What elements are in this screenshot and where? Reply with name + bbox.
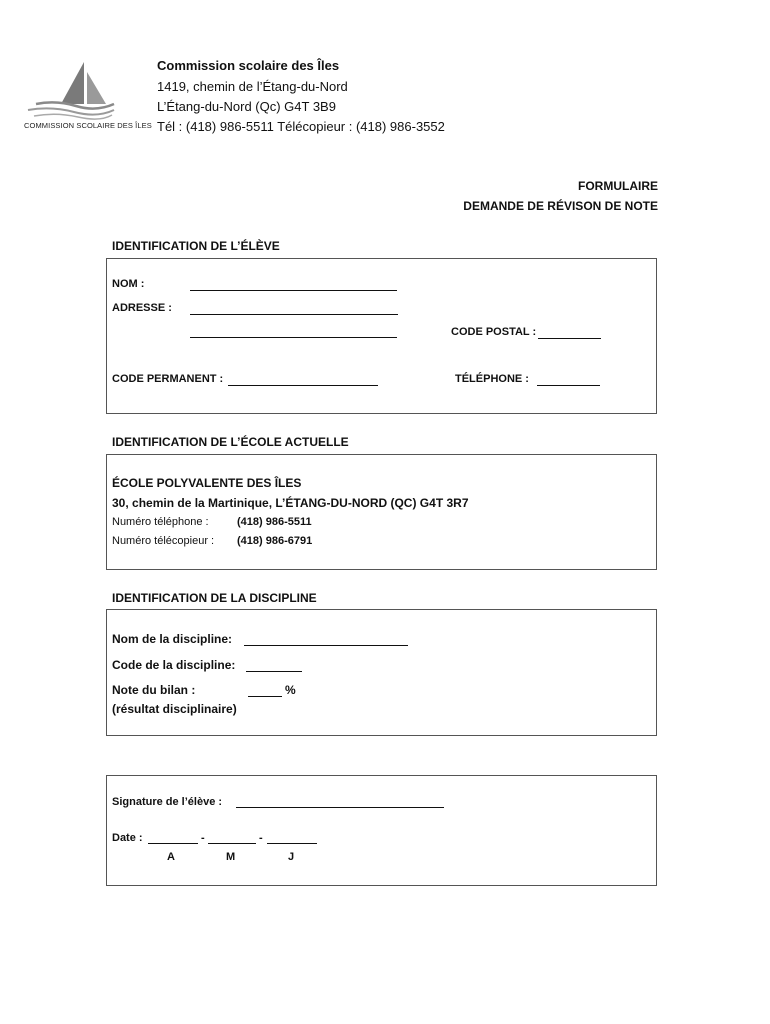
date-year-letter: A <box>167 851 175 863</box>
percent-sign: % <box>285 683 296 697</box>
school-phone-label: Numéro téléphone : <box>112 516 209 528</box>
address-line-2: L’Étang-du-Nord (Qc) G4T 3B9 <box>157 99 336 114</box>
discipline-name-label: Nom de la discipline: <box>112 632 233 646</box>
telephone-field[interactable] <box>537 385 600 386</box>
code-permanent-label: CODE PERMANENT : <box>112 373 224 385</box>
discipline-code-field[interactable] <box>246 671 302 672</box>
note-bilan-field[interactable] <box>248 696 282 697</box>
note-bilan-sublabel: (résultat disciplinaire) <box>112 702 237 716</box>
address-line-1: 1419, chemin de l’Étang-du-Nord <box>157 79 348 94</box>
signature-box <box>106 775 657 886</box>
phone-fax-line: Tél : (418) 986-5511 Télécopieur : (418) 986-3552 <box>157 119 445 134</box>
discipline-code-label: Code de la discipline: <box>112 658 236 672</box>
note-bilan-label: Note du bilan : <box>112 683 196 697</box>
nom-field[interactable] <box>190 290 397 291</box>
school-name: ÉCOLE POLYVALENTE DES ÎLES <box>112 476 302 490</box>
student-box <box>106 258 657 414</box>
date-year-field[interactable] <box>148 843 198 844</box>
sailboat-logo-icon <box>26 60 116 120</box>
org-name: Commission scolaire des Îles <box>157 58 340 73</box>
date-separator-1: - <box>201 832 205 844</box>
code-postal-field[interactable] <box>538 338 601 339</box>
adresse-label: ADRESSE : <box>112 302 172 314</box>
signature-field[interactable] <box>236 807 444 808</box>
adresse-field-2[interactable] <box>190 337 397 338</box>
date-separator-2: - <box>259 832 263 844</box>
school-box <box>106 454 657 570</box>
discipline-name-field[interactable] <box>244 645 408 646</box>
logo-text: COMMISSION SCOLAIRE DES ÎLES <box>24 121 152 130</box>
telephone-label: TÉLÉPHONE : <box>455 373 529 385</box>
student-section-title: IDENTIFICATION DE L’ÉLÈVE <box>112 239 280 253</box>
signature-label: Signature de l’élève : <box>112 796 223 808</box>
school-section-title: IDENTIFICATION DE L’ÉCOLE ACTUELLE <box>112 435 349 449</box>
date-day-letter: J <box>288 851 295 863</box>
school-address: 30, chemin de la Martinique, L’ÉTANG-DU-NORD (QC) G4T 3R7 <box>112 496 469 510</box>
date-month-field[interactable] <box>208 843 256 844</box>
discipline-box <box>106 609 657 736</box>
school-fax-value: (418) 986-6791 <box>237 535 313 547</box>
school-phone-value: (418) 986-5511 <box>237 516 312 528</box>
school-fax-label: Numéro télécopieur : <box>112 535 215 547</box>
code-postal-label: CODE POSTAL : <box>451 326 537 338</box>
date-month-letter: M <box>226 851 236 863</box>
form-title-line-2: DEMANDE DE RÉVISON DE NOTE <box>463 199 658 213</box>
adresse-field-1[interactable] <box>190 314 398 315</box>
date-label: Date : <box>112 832 143 844</box>
nom-label: NOM : <box>112 278 145 290</box>
date-day-field[interactable] <box>267 843 317 844</box>
discipline-section-title: IDENTIFICATION DE LA DISCIPLINE <box>112 591 317 605</box>
form-title-line-1: FORMULAIRE <box>578 179 658 193</box>
code-permanent-field[interactable] <box>228 385 378 386</box>
